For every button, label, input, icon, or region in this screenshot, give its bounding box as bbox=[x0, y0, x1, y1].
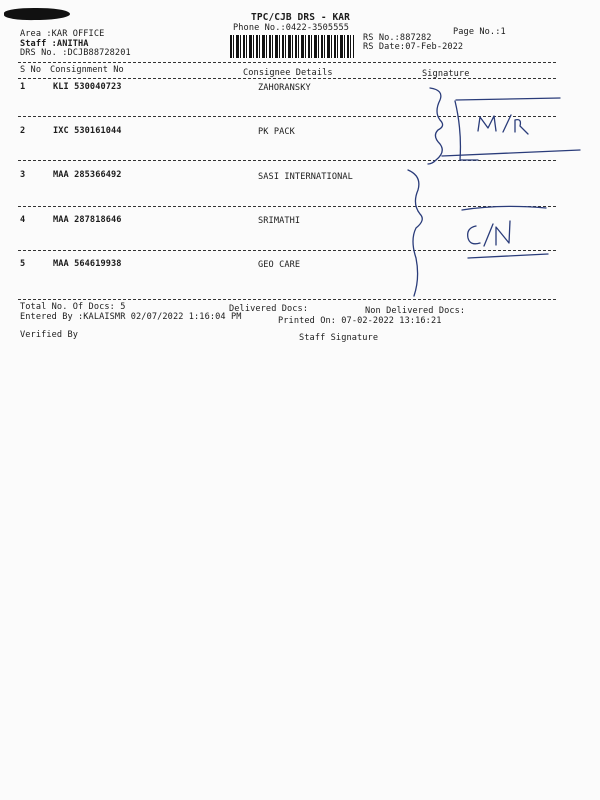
row-1-sno: 1 bbox=[20, 82, 26, 92]
underline-icon bbox=[442, 150, 580, 156]
underline-icon bbox=[462, 206, 546, 210]
row-4-consignment: MAA 287818646 bbox=[53, 215, 122, 225]
handwritten-c-n-mark bbox=[468, 221, 510, 246]
row-2-consignee: PK PACK bbox=[258, 127, 295, 137]
document-title: TPC/CJB DRS - KAR bbox=[251, 12, 350, 23]
rs-number: RS No.:887282 bbox=[363, 33, 432, 43]
row-5-sno: 5 bbox=[20, 259, 26, 269]
row-1-consignee: ZAHORANSKY bbox=[258, 83, 311, 93]
row-3-consignment: MAA 285366492 bbox=[53, 170, 122, 180]
row-5-consignee: GEO CARE bbox=[258, 260, 301, 270]
row-4-sno: 4 bbox=[20, 215, 26, 225]
phone-number: Phone No.:0422-3505555 bbox=[233, 23, 350, 33]
col-header-signature: Signature bbox=[422, 69, 470, 79]
underline-icon bbox=[468, 254, 548, 258]
row-3-sno: 3 bbox=[20, 170, 26, 180]
non-delivered-docs: Non Delivered Docs: bbox=[365, 306, 466, 316]
row-2-sno: 2 bbox=[20, 126, 26, 136]
handwritten-m-r-mark bbox=[478, 115, 528, 134]
rs-date: RS Date:07-Feb-2022 bbox=[363, 42, 464, 52]
total-docs: Total No. Of Docs: 5 bbox=[20, 302, 126, 312]
bracket-line-icon bbox=[455, 101, 478, 160]
row-5-consignment: MAA 564619938 bbox=[53, 259, 122, 269]
col-header-consignee: Consignee Details bbox=[243, 68, 333, 78]
brace-icon bbox=[408, 170, 422, 296]
col-header-sno: S No bbox=[20, 65, 42, 75]
delivered-docs: Delivered Docs: bbox=[229, 304, 309, 314]
brace-icon bbox=[428, 88, 443, 164]
verified-by: Verified By bbox=[20, 330, 79, 340]
entered-by: Entered By :KALAISMR 02/07/2022 1:16:04 PM bbox=[20, 312, 242, 322]
row-4-consignee: SRIMATHI bbox=[258, 216, 301, 226]
row-3-consignee: SASI INTERNATIONAL bbox=[258, 172, 353, 182]
printed-on: Printed On: 07-02-2022 13:16:21 bbox=[278, 316, 442, 326]
row-2-consignment: IXC 530161044 bbox=[53, 126, 122, 136]
top-line-icon bbox=[456, 98, 560, 100]
area-label: Area :KAR OFFICE bbox=[20, 29, 105, 39]
drs-number: DRS No. :DCJB88728201 bbox=[20, 48, 131, 58]
staff-signature-label: Staff Signature bbox=[299, 333, 379, 343]
col-header-consignment: Consignment No bbox=[50, 65, 124, 75]
row-1-consignment: KLI 530040723 bbox=[53, 82, 122, 92]
staff-label: Staff :ANITHA bbox=[20, 39, 89, 49]
page-number: Page No.:1 bbox=[453, 27, 506, 37]
